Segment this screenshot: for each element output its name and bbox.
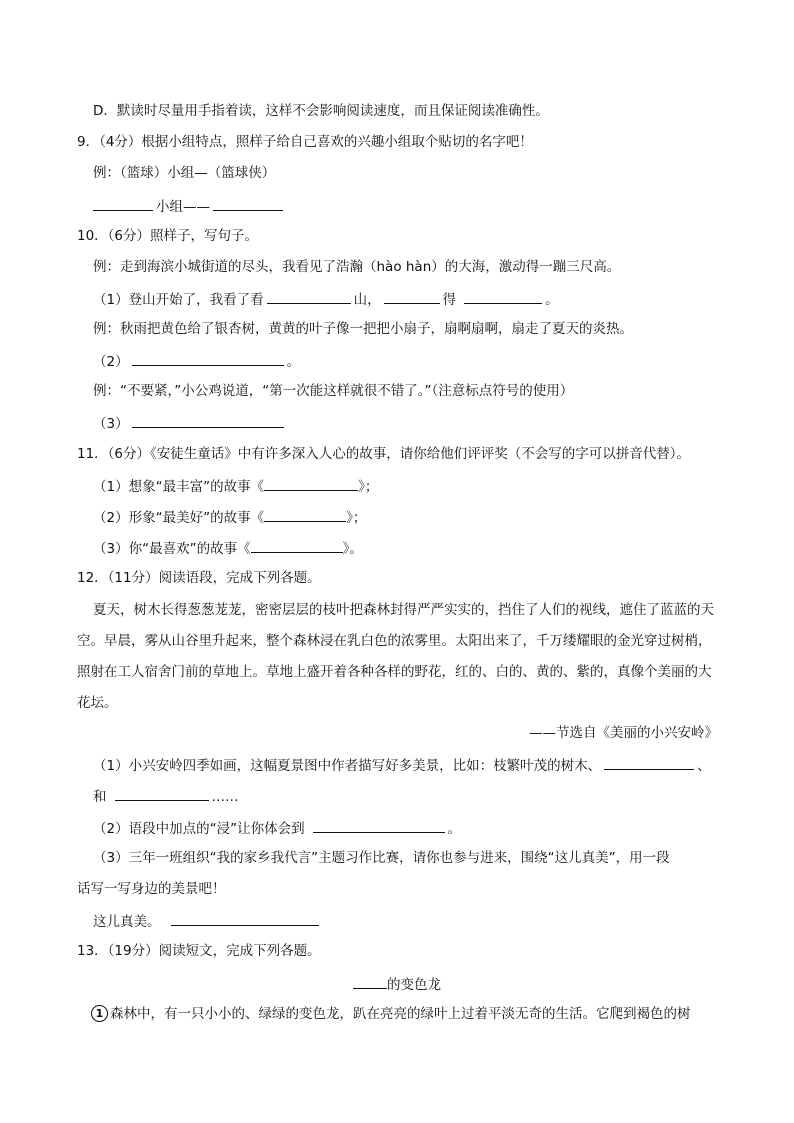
q9-blank-1[interactable] bbox=[93, 195, 153, 211]
q13-title: 的变色龙 bbox=[0, 973, 794, 995]
q10-sentence-2: （2） 。 bbox=[93, 350, 300, 372]
q12-sub-3-line-2: 话写一写身边的美景吧！ bbox=[77, 881, 226, 897]
q13-stem: 13．（19分）阅读短文，完成下列各题。 bbox=[77, 943, 321, 959]
q12-stem: 12．（11分）阅读语段，完成下列各题。 bbox=[77, 570, 321, 586]
q10-blank-3[interactable] bbox=[464, 288, 542, 304]
q10-blank-2[interactable] bbox=[384, 288, 440, 304]
q13-title-blank[interactable] bbox=[353, 973, 387, 989]
q11-item-1: （1）想象“最丰富”的故事《 》； bbox=[93, 475, 378, 497]
q8-option-d: D．默读时尽量用手指着读，这样不会影响阅读速度，而且保证阅读准确性。 bbox=[93, 103, 549, 119]
q11-blank-2[interactable] bbox=[264, 506, 346, 522]
q10-sentence-3: （3） bbox=[93, 412, 287, 434]
q12-sub-1-cont: 和 …… bbox=[93, 785, 239, 807]
q12-blank-3[interactable] bbox=[313, 817, 445, 833]
q10-example-1: 例：走到海滨小城街道的尽头，我看见了浩瀚（hào hàn）的大海，激动得一蹦三尺高。 bbox=[93, 259, 621, 275]
q11-stem: 11．（6分）《安徒生童话》中有许多深入人心的故事，请你给他们评评奖（不会写的字可以拼音代替）。 bbox=[77, 446, 691, 462]
q10-blank-5[interactable] bbox=[132, 412, 284, 428]
q9-stem: 9．（4分）根据小组特点，照样子给自己喜欢的兴趣小组取个贴切的名字吧！ bbox=[77, 134, 533, 150]
q11-item-3: （3）你“最喜欢”的故事《 》。 bbox=[93, 537, 363, 559]
q9-blank-2[interactable] bbox=[213, 195, 283, 211]
q12-source: ——节选自《美丽的小兴安岭》 bbox=[529, 725, 718, 741]
q10-blank-4[interactable] bbox=[132, 350, 284, 366]
q9-example: 例：（篮球）小组—（篮球侠） bbox=[93, 165, 276, 181]
q12-passage: 夏天，树木长得葱葱茏茏，密密层层的枝叶把森林封得严严实实的，挡住了人们的视线，遮住了蓝蓝的天空。早晨，雾从山谷里升起来，整个森林浸在乳白色的浓雾里。太阳出来了，千万缕耀眼的金光穿过树梢，照射在工人宿舍门前的草地上。草地上盛开着各种各样的野花，红的、白的、黄的、紫的，真像个美丽的大花坛。 bbox=[77, 602, 714, 711]
q10-sentence-1: （1）登山开始了，我看了看 山， 得 。 bbox=[93, 288, 559, 310]
q9-answer-line: 小组—— bbox=[93, 195, 286, 217]
q11-blank-1[interactable] bbox=[264, 475, 358, 491]
q11-item-2: （2）形象“最美好”的故事《 》； bbox=[93, 506, 366, 528]
q12-sub-3-line-3: 这儿真美。 bbox=[93, 910, 322, 932]
paragraph-number-badge: 1 bbox=[91, 1005, 108, 1022]
q10-example-3: 例：“不要紧，”小公鸡说道，“第一次能这样就很不错了。”（注意标点符号的使用） bbox=[93, 383, 574, 399]
q10-example-2: 例：秋雨把黄色给了银杏树，黄黄的叶子像一把把小扇子，扇啊扇啊，扇走了夏天的炎热。 bbox=[93, 321, 633, 337]
q13-paragraph-1: 1 森林中，有一只小小的、绿绿的变色龙，趴在亮亮的绿叶上过着平淡无奇的生活。它爬到褐色的树 bbox=[91, 1004, 691, 1024]
q10-stem: 10．（6分）照样子，写句子。 bbox=[77, 228, 259, 244]
q12-blank-1[interactable] bbox=[604, 754, 694, 770]
q12-blank-4[interactable] bbox=[171, 910, 319, 926]
q10-blank-1[interactable] bbox=[267, 288, 351, 304]
q12-sub-3-line-1: （3）三年一班组织“我的家乡我代言”主题习作比赛，请你也参与进来，围绕“这儿真美”，用一段 bbox=[93, 850, 670, 866]
q11-blank-3[interactable] bbox=[251, 537, 343, 553]
q12-blank-2[interactable] bbox=[115, 785, 209, 801]
q12-sub-1: （1）小兴安岭四季如画，这幅夏景图中作者描写好多美景，比如：枝繁叶茂的树木、 、 bbox=[93, 754, 711, 776]
q12-sub-2: （2）语段中加点的“浸”让你体会到 。 bbox=[93, 817, 461, 839]
